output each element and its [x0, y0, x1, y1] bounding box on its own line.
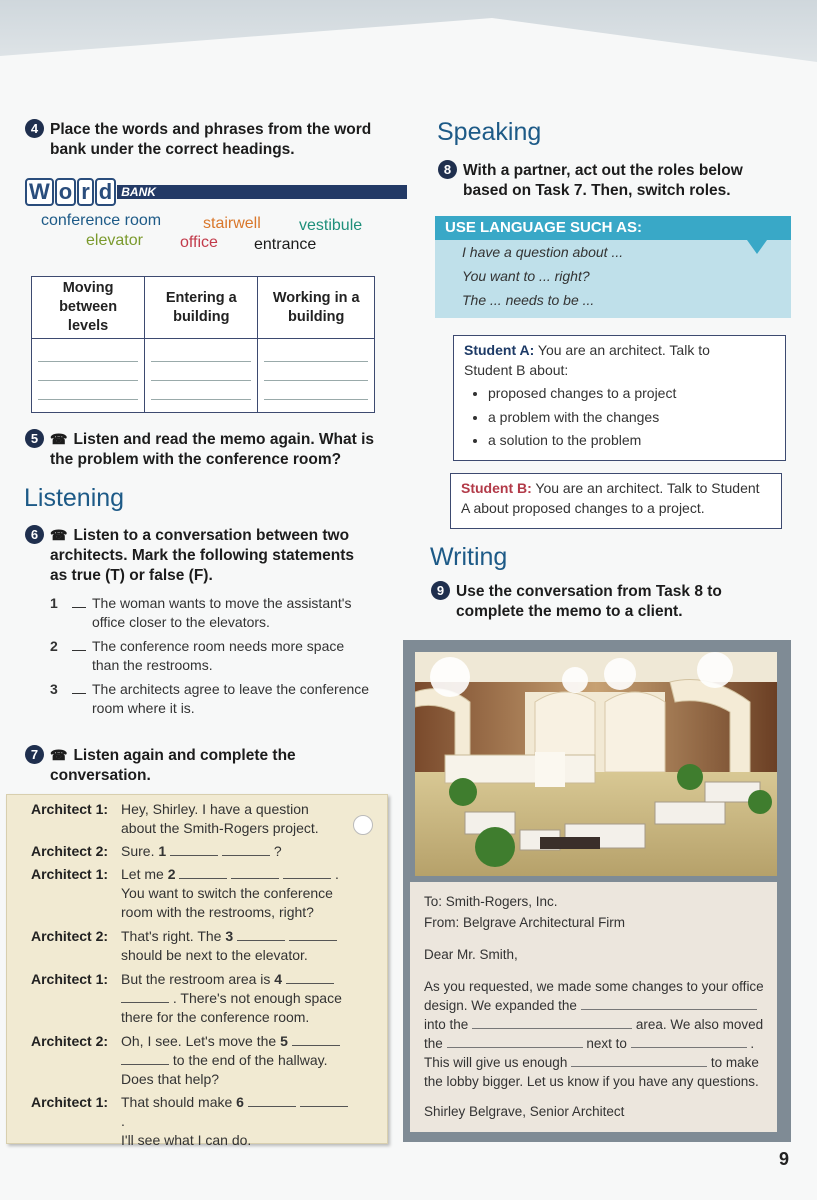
memo-greeting: Dear Mr. Smith,: [424, 947, 518, 962]
word-bank-word: elevator: [86, 232, 143, 249]
answer-blank[interactable]: [300, 1093, 348, 1107]
answer-blank[interactable]: [283, 865, 331, 879]
speaking-heading: Speaking: [437, 118, 542, 146]
answer-blank[interactable]: [289, 927, 337, 941]
memo-to: To: Smith-Rogers, Inc.: [424, 894, 558, 909]
memo-blank[interactable]: [472, 1015, 632, 1029]
callout-pointer: [747, 240, 767, 254]
memo-card: [410, 882, 777, 1132]
memo-blank[interactable]: [631, 1034, 747, 1048]
task-8-instruction: 8 With a partner, act out the roles below based on Task 7. Then, switch roles.: [438, 160, 808, 201]
memo-body: As you requested, we made some changes to your office design. We expanded the into the area. We also moved the next to . This will give us enough to make the lobby bigger. Let us know if you have any questions.: [424, 979, 764, 1089]
table-header: Entering a building: [145, 277, 258, 339]
headphones-icon: ☎: [50, 527, 68, 543]
answer-blank[interactable]: [292, 1032, 340, 1046]
role-bullet: • a problem with the changes: [488, 406, 775, 430]
answer-blank[interactable]: [286, 970, 334, 984]
memo-frame: [403, 640, 791, 1142]
word-bank-letter: r: [77, 178, 94, 206]
memo-blank[interactable]: [581, 996, 757, 1010]
answer-blank[interactable]: [231, 865, 279, 879]
conversation-line: Architect 1: But the restroom area is 4 . There's not enough space there for the conference room.: [31, 971, 342, 1025]
memo-signature: Shirley Belgrave, Senior Architect: [424, 1104, 625, 1119]
language-phrase: The ... needs to be ...: [462, 292, 595, 308]
listening-heading: Listening: [24, 484, 125, 512]
role-bullet: • a solution to the problem: [488, 429, 775, 453]
word-bank-logo: [25, 178, 407, 206]
page-number: 9: [779, 1149, 790, 1169]
answer-blank[interactable]: [121, 989, 169, 1003]
word-bank-word: office: [180, 234, 218, 251]
memo-from: From: Belgrave Architectural Firm: [424, 915, 626, 930]
word-bank-letter: W: [25, 178, 54, 206]
answer-blank[interactable]: [170, 842, 218, 856]
headings-table: [31, 276, 375, 413]
answer-blank[interactable]: [222, 842, 270, 856]
student-a-card: Student A: You are an architect. Talk to Student B about: • proposed changes to a project • a problem with the changes • a solution to the problem: [453, 335, 786, 461]
task-number: 7: [25, 745, 44, 764]
language-phrase: You want to ... right?: [462, 268, 590, 284]
answer-cell[interactable]: [145, 339, 258, 413]
conversation-card: [6, 794, 388, 1148]
task-number: 5: [25, 429, 44, 448]
task-9-instruction: 9 Use the conversation from Task 8 to complete the memo to a client.: [431, 581, 801, 622]
task-number: 9: [431, 581, 450, 600]
task-6-instruction: 6 ☎ Listen to a conversation between two architects. Mark the following statements as true (T) or false (F).: [25, 525, 395, 586]
table-header: Moving between levels: [32, 277, 145, 339]
word-bank-word: stairwell: [203, 215, 261, 232]
task-number: 4: [25, 119, 44, 138]
conversation-line: Architect 2: That's right. The 3 should be next to the elevator.: [31, 927, 361, 967]
word-bank-label: BANK: [117, 185, 407, 199]
memo-blank[interactable]: [447, 1034, 583, 1048]
tf-answer-blank[interactable]: [72, 650, 86, 651]
statement-2: 2 The conference room needs more space than the restrooms.: [50, 638, 345, 673]
word-bank-letter: d: [95, 178, 116, 206]
word-bank-letter: o: [55, 178, 76, 206]
student-b-card: Student B: You are an architect. Talk to Student A about proposed changes to a project.: [450, 473, 782, 529]
conversation-line: Architect 1: That should make 6 . I'll see what I can do.: [31, 1093, 361, 1133]
word-bank-word: entrance: [254, 236, 317, 253]
lobby-photo: [415, 652, 777, 876]
language-box: [435, 216, 791, 318]
writing-heading: Writing: [430, 543, 508, 571]
headphones-icon: ☎: [50, 747, 68, 763]
task-5-instruction: 5 ☎ Listen and read the memo again. What is the problem with the conference room?: [25, 429, 395, 470]
answer-cell[interactable]: [32, 339, 145, 413]
word-bank-word: vestibule: [299, 217, 363, 234]
tf-answer-blank[interactable]: [72, 607, 86, 608]
conversation-line: Architect 1: Hey, Shirley. I have a question about the Smith-Rogers project.: [31, 801, 319, 836]
word-bank-word: conference room: [41, 212, 162, 229]
task-7-instruction: 7 ☎ Listen again and complete the conversation.: [25, 745, 395, 786]
statement-3: 3 The architects agree to leave the conference room where it is.: [50, 681, 370, 716]
headphones-icon: ☎: [50, 431, 68, 447]
role-bullet: • proposed changes to a project: [488, 382, 775, 406]
answer-blank[interactable]: [248, 1093, 296, 1107]
conversation-line: Architect 2: Oh, I see. Let's move the 5 to the end of the hallway. Does that help?: [31, 1032, 361, 1092]
language-box-title: USE LANGUAGE SUCH AS:: [435, 216, 791, 240]
task-number: 6: [25, 525, 44, 544]
tf-answer-blank[interactable]: [72, 693, 86, 694]
conversation-line: Architect 1: Let me 2 . You want to switch the conference room with the restrooms, right?: [31, 866, 339, 920]
table-header: Working in a building: [258, 277, 375, 339]
answer-blank[interactable]: [237, 927, 285, 941]
language-phrase: I have a question about ...: [462, 244, 624, 260]
task-number: 8: [438, 160, 457, 179]
conversation-line: Architect 2: Sure. 1 ?: [31, 843, 282, 859]
answer-cell[interactable]: [258, 339, 375, 413]
answer-blank[interactable]: [121, 1051, 169, 1065]
task-4-instruction: 4 Place the words and phrases from the word bank under the correct headings.: [25, 119, 395, 160]
answer-blank[interactable]: [179, 865, 227, 879]
statement-1: 1 The woman wants to move the assistant's office closer to the elevators.: [50, 595, 352, 630]
memo-blank[interactable]: [571, 1053, 707, 1067]
